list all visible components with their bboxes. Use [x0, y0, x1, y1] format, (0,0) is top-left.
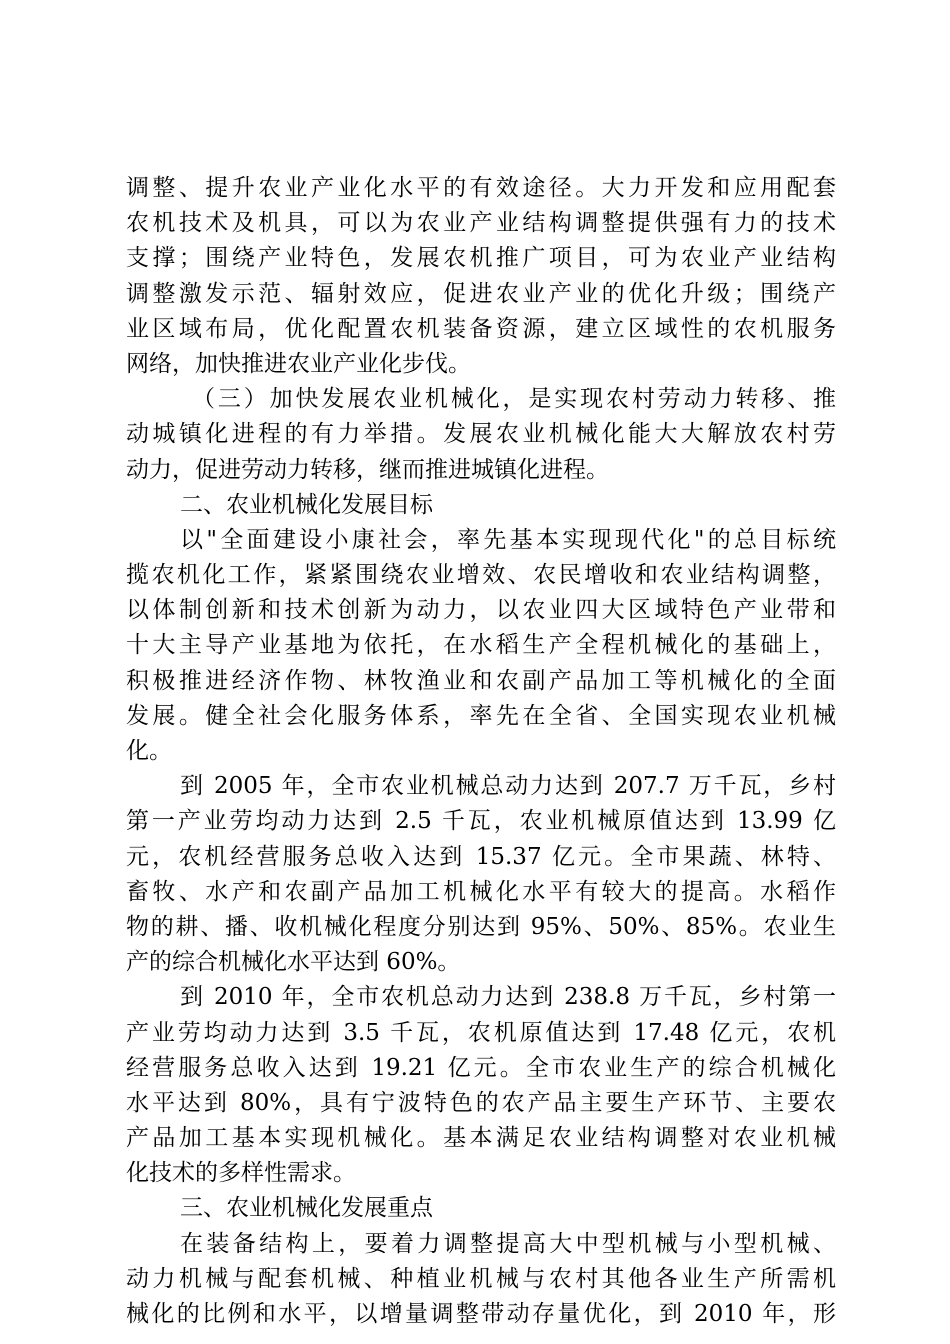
paragraph-5 — [126, 980, 836, 1191]
text-line: 经营服务总收入达到 19.21 亿元。全市农业生产的综合机械化 — [126, 1054, 836, 1081]
text-line: 十大主导产业基地为依托，在水稻生产全程机械化的基础上， — [126, 632, 836, 659]
text-line: 械化的比例和水平，以增量调整带动存量优化，到 2010 年，形 — [126, 1301, 836, 1327]
text-line: 物的耕、播、收机械化程度分别达到 95%、50%、85%。农业生 — [126, 913, 836, 940]
text-line: 元，农机经营服务总收入达到 15.37 亿元。全市果蔬、林特、 — [126, 843, 836, 870]
text-line: 在装备结构上，要着力调整提高大中型机械与小型机械、 — [180, 1230, 836, 1257]
text-line: 支撑；围绕产业特色，发展农机推广项目，可为农业产业结构 — [126, 245, 836, 272]
text-line: 水平达到 80%，具有宁波特色的农产品主要生产环节、主要农 — [126, 1089, 836, 1116]
text-line: 第一产业劳均动力达到 2.5 千瓦，农业机械原值达到 13.99 亿 — [126, 808, 836, 835]
text-line: 调整、提升农业产业化水平的有效途径。大力开发和应用配套 — [126, 175, 836, 201]
paragraph-2 — [126, 382, 836, 488]
paragraph-4 — [126, 769, 836, 980]
text-line: 到 2005 年，全市农业机械总动力达到 207.7 万千瓦，乡村 — [180, 773, 836, 800]
text-line: 业区域布局，优化配置农机装备资源，建立区域性的农机服务 — [126, 315, 836, 342]
text-line: （三）加快发展农业机械化，是实现农村劳动力转移、推 — [192, 386, 836, 413]
text-line: 揽农机化工作，紧紧围绕农业增效、农民增收和农业结构调整， — [126, 562, 836, 589]
text-line: 网络，加快推进农业产业化步伐。 — [126, 350, 471, 377]
text-line: 动力机械与配套机械、种植业机械与农村其他各业生产所需机 — [126, 1265, 836, 1292]
text-line: 产的综合机械化水平达到 60%。 — [126, 949, 461, 976]
text-line: 发展。健全社会化服务体系，率先在全省、全国实现农业机械 — [126, 702, 836, 729]
text-line: 畜牧、水产和农副产品加工机械化水平有较大的提高。水稻作 — [126, 878, 836, 905]
text-line: 产业劳均动力达到 3.5 千瓦，农机原值达到 17.48 亿元，农机 — [126, 1019, 836, 1046]
text-line: 农机技术及机具，可以为农业产业结构调整提供强有力的技术 — [126, 210, 836, 237]
text-line: 动力，促进劳动力转移，继而推进城镇化进程。 — [126, 456, 609, 483]
text-line: 化技术的多样性需求。 — [126, 1160, 356, 1187]
text-line: 到 2010 年，全市农机总动力达到 238.8 万千瓦，乡村第一 — [180, 984, 836, 1011]
paragraph-1 — [126, 171, 836, 382]
text-line: 产品加工基本实现机械化。基本满足农业结构调整对农业机械 — [126, 1125, 836, 1152]
section-heading-3: 三、农业机械化发展重点 — [180, 1195, 433, 1222]
text-line: 以体制创新和技术创新为动力，以农业四大区域特色产业带和 — [126, 597, 836, 624]
paragraph-6 — [126, 1227, 836, 1333]
text-line: 积极推进经济作物、林牧渔业和农副产品加工等机械化的全面 — [126, 667, 836, 694]
section-heading-2: 二、农业机械化发展目标 — [180, 491, 433, 518]
text-line: 调整激发示范、辐射效应，促进农业产业的优化升级；围绕产 — [126, 280, 836, 307]
text-line: 以"全面建设小康社会，率先基本实现现代化"的总目标统 — [180, 526, 836, 553]
text-line: 化。 — [126, 738, 172, 764]
paragraph-3 — [126, 523, 836, 769]
text-line: 动城镇化进程的有力举措。发展农业机械化能大大解放农村劳 — [126, 421, 836, 448]
document-page — [126, 171, 836, 1332]
